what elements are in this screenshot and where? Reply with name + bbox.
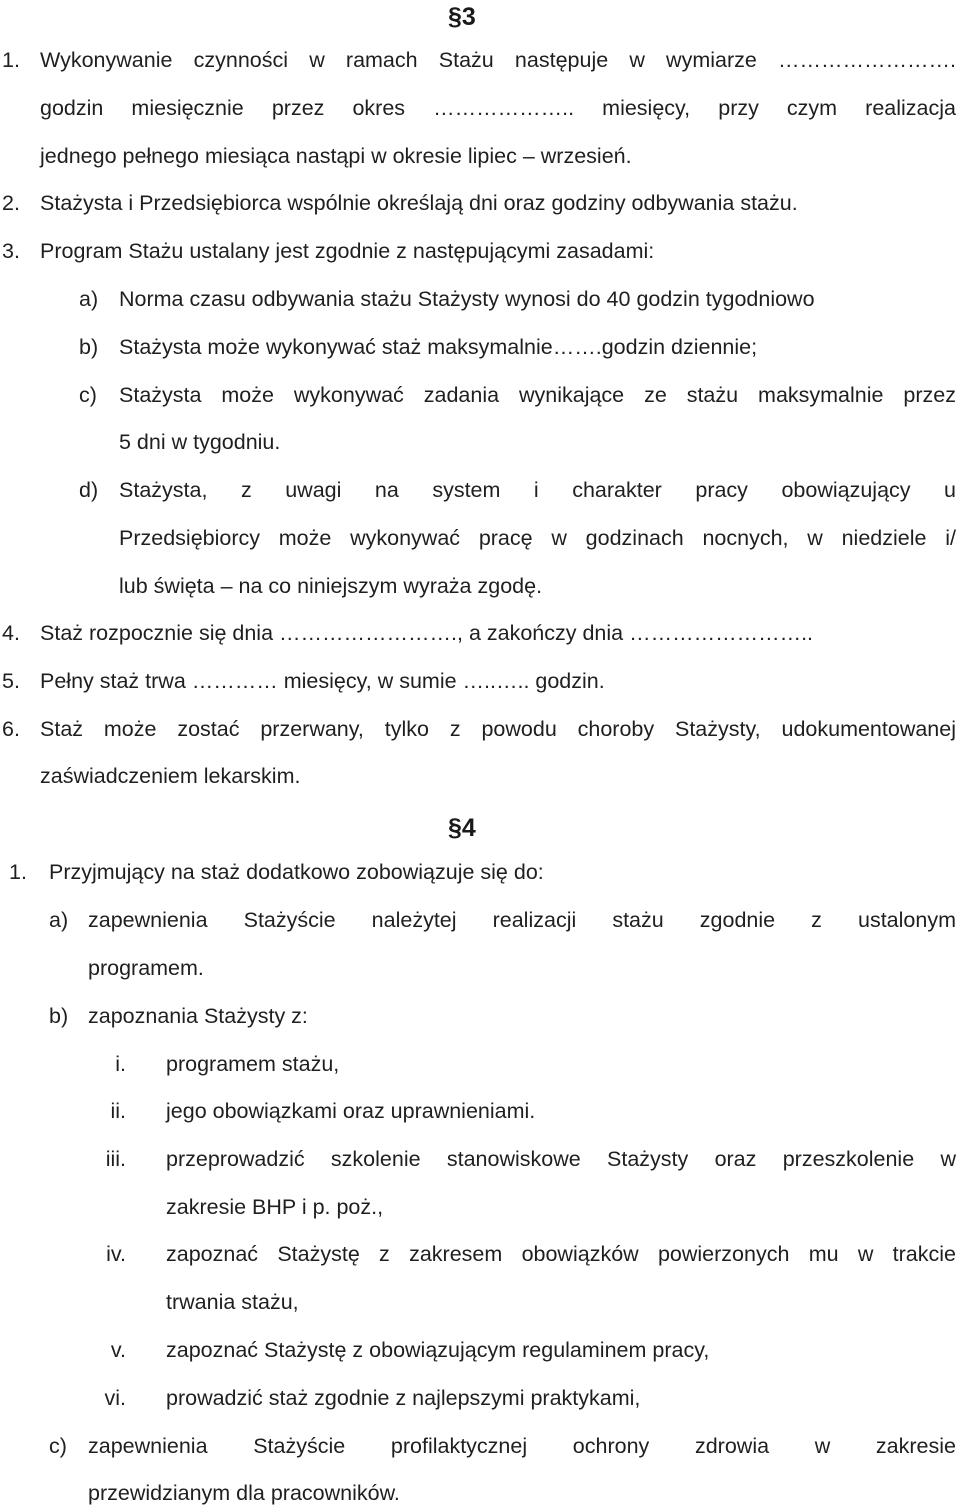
item-3-1-line-2: godzin miesięcznie przez okres ……………….. miesięcy, przy czym realizacja xyxy=(40,96,956,120)
item-3-3-b-label: b) xyxy=(79,335,99,359)
roman-vi-label: vi. xyxy=(104,1386,126,1410)
item-3-3-a-text: Norma czasu odbywania stażu Stażysty wynosi do 40 godzin tygodniowo xyxy=(119,287,815,311)
item-4-1-number: 1. xyxy=(9,860,27,884)
roman-i-text: programem stażu, xyxy=(166,1052,340,1076)
roman-iv-line-2: trwania stażu, xyxy=(166,1290,299,1314)
item-3-3-d-line-2: Przedsiębiorcy może wykonywać pracę w godzinach nocnych, w niedziele i/ xyxy=(119,526,956,550)
item-3-2-text: Stażysta i Przedsiębiorca wspólnie określają dni oraz godziny odbywania stażu. xyxy=(40,191,798,215)
item-4-1-a-line-1: zapewnienia Stażyście należytej realizacji stażu zgodnie z ustalonym xyxy=(88,908,956,932)
item-3-1-line-3: jednego pełnego miesiąca nastąpi w okresie lipiec – wrzesień. xyxy=(40,144,632,168)
item-4-1-b-label: b) xyxy=(49,1004,69,1028)
item-4-1-c-line-1: zapewnienia Stażyście profilaktycznej ochrony zdrowia w zakresie xyxy=(88,1434,956,1458)
roman-i-label: i. xyxy=(115,1052,126,1076)
item-3-3-d-line-3: lub święta – na co niniejszym wyraża zgodę. xyxy=(119,574,543,598)
roman-v-label: v. xyxy=(110,1338,126,1362)
roman-iv-label: iv. xyxy=(106,1242,126,1266)
item-4-1-text: Przyjmujący na staż dodatkowo zobowiązuje się do: xyxy=(49,860,544,884)
item-3-3-c-line-2: 5 dni w tygodniu. xyxy=(119,430,281,454)
item-4-1-a-label: a) xyxy=(49,908,69,932)
item-3-1-number: 1. xyxy=(2,48,20,72)
item-3-3-b-text: Stażysta może wykonywać staż maksymalnie…….godzin dziennie; xyxy=(119,335,758,359)
item-3-3-c-label: c) xyxy=(79,383,97,407)
item-3-5-text: Pełny staż trwa ………… miesięcy, w sumie …..….. godzin. xyxy=(40,669,605,693)
section-4-heading: §4 xyxy=(448,814,476,842)
item-3-3-c-line-1: Stażysta może wykonywać zadania wynikające ze stażu maksymalnie przez xyxy=(119,383,956,407)
item-4-1-c-label: c) xyxy=(49,1434,67,1458)
item-3-3-d-label: d) xyxy=(79,478,99,502)
roman-iii-line-2: zakresie BHP i p. poż., xyxy=(166,1195,384,1219)
item-3-3-a-label: a) xyxy=(79,287,99,311)
item-3-3-number: 3. xyxy=(2,239,20,263)
item-3-5-number: 5. xyxy=(2,669,20,693)
roman-iv-line-1: zapoznać Stażystę z zakresem obowiązków powierzonych mu w trakcie xyxy=(166,1242,956,1266)
item-3-6-line-2: zaświadczeniem lekarskim. xyxy=(40,764,301,788)
item-3-4-text: Staż rozpocznie się dnia ……………………., a zakończy dnia …………………….. xyxy=(40,621,814,645)
item-4-1-c-line-2: przewidzianym dla pracowników. xyxy=(88,1481,400,1505)
item-4-1-b-text: zapoznania Stażysty z: xyxy=(88,1004,308,1028)
roman-iii-label: iii. xyxy=(105,1147,126,1171)
roman-vi-text: prowadzić staż zgodnie z najlepszymi praktykami, xyxy=(166,1386,641,1410)
roman-iii-line-1: przeprowadzić szkolenie stanowiskowe Stażysty oraz przeszkolenie w xyxy=(166,1147,956,1171)
roman-v-text: zapoznać Stażystę z obowiązującym regulaminem pracy, xyxy=(166,1338,710,1362)
item-3-3-d-line-1: Stażysta, z uwagi na system i charakter pracy obowiązujący u xyxy=(119,478,956,502)
item-3-2-number: 2. xyxy=(2,191,20,215)
roman-ii-label: ii. xyxy=(110,1099,126,1123)
item-3-1-line-1: Wykonywanie czynności w ramach Stażu następuje w wymiarze ……………………. xyxy=(40,48,956,72)
item-3-4-number: 4. xyxy=(2,621,20,645)
item-3-3-text: Program Stażu ustalany jest zgodnie z następującymi zasadami: xyxy=(40,239,655,263)
item-4-1-a-line-2: programem. xyxy=(88,956,204,980)
roman-ii-text: jego obowiązkami oraz uprawnieniami. xyxy=(166,1099,536,1123)
item-3-6-number: 6. xyxy=(2,717,20,741)
item-3-6-line-1: Staż może zostać przerwany, tylko z powodu choroby Stażysty, udokumentowanej xyxy=(40,717,956,741)
section-3-heading: §3 xyxy=(448,3,476,31)
